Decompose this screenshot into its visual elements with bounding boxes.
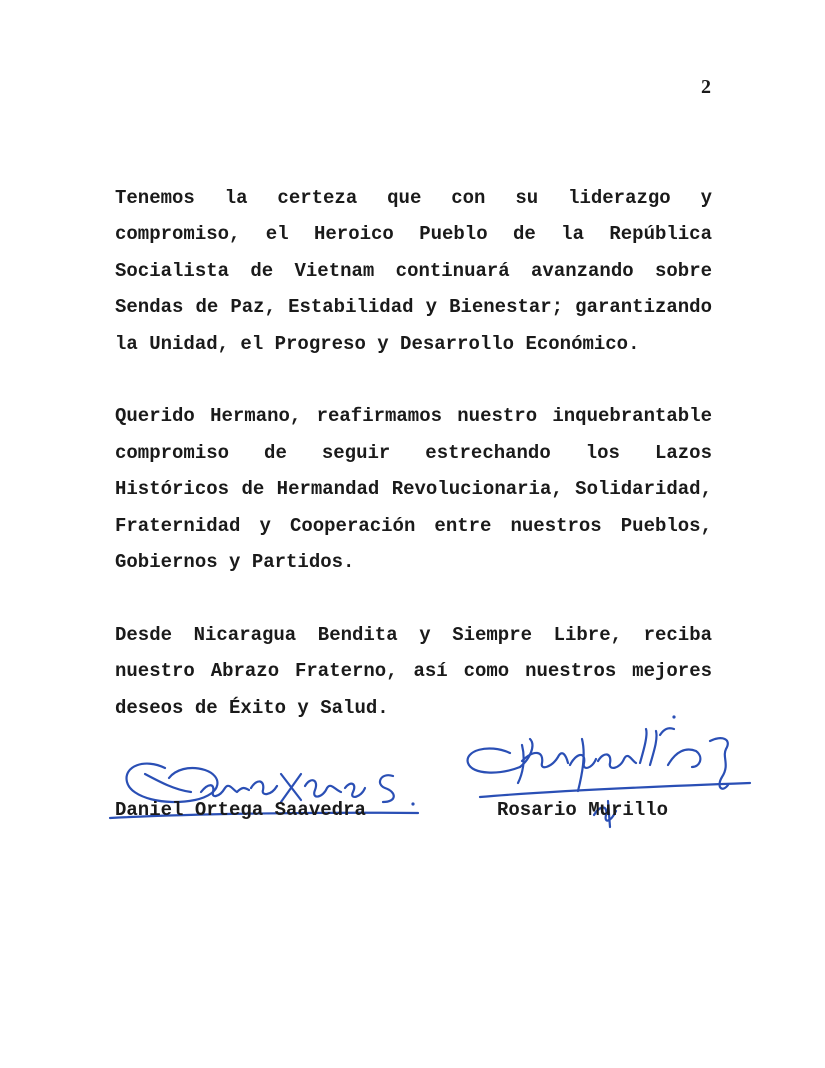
- signer-name-murillo: Rosario Murillo: [497, 799, 669, 821]
- signer-name-ortega: Daniel Ortega Saavedra: [115, 799, 366, 821]
- page-number: 2: [701, 76, 711, 98]
- paragraph-commitment: Querido Hermano, reafirmamos nuestro inquebrantable compromiso de seguir estrechando los Lazos Históricos de Hermandad Revolucionaria, Solidaridad, Fraternidad y Cooperación entre nuestros Pueblos, Gobiernos y Partidos.: [115, 405, 712, 574]
- paragraph-closing: Desde Nicaragua Bendita y Siempre Libre, reciba nuestro Abrazo Fraterno, así como nuestros mejores deseos de Éxito y Salud.: [115, 623, 712, 719]
- signature-block: [0, 700, 825, 840]
- paragraph-leadership: Tenemos la certeza que con su liderazgo y compromiso, el Heroico Pueblo de la República Socialista de Vietnam continuará avanzando sobre Sendas de Paz, Estabilidad y Bienestar; garantizando la Unidad, el Progreso y Desarrollo Económico.: [115, 187, 712, 355]
- letter-body: [115, 180, 712, 762]
